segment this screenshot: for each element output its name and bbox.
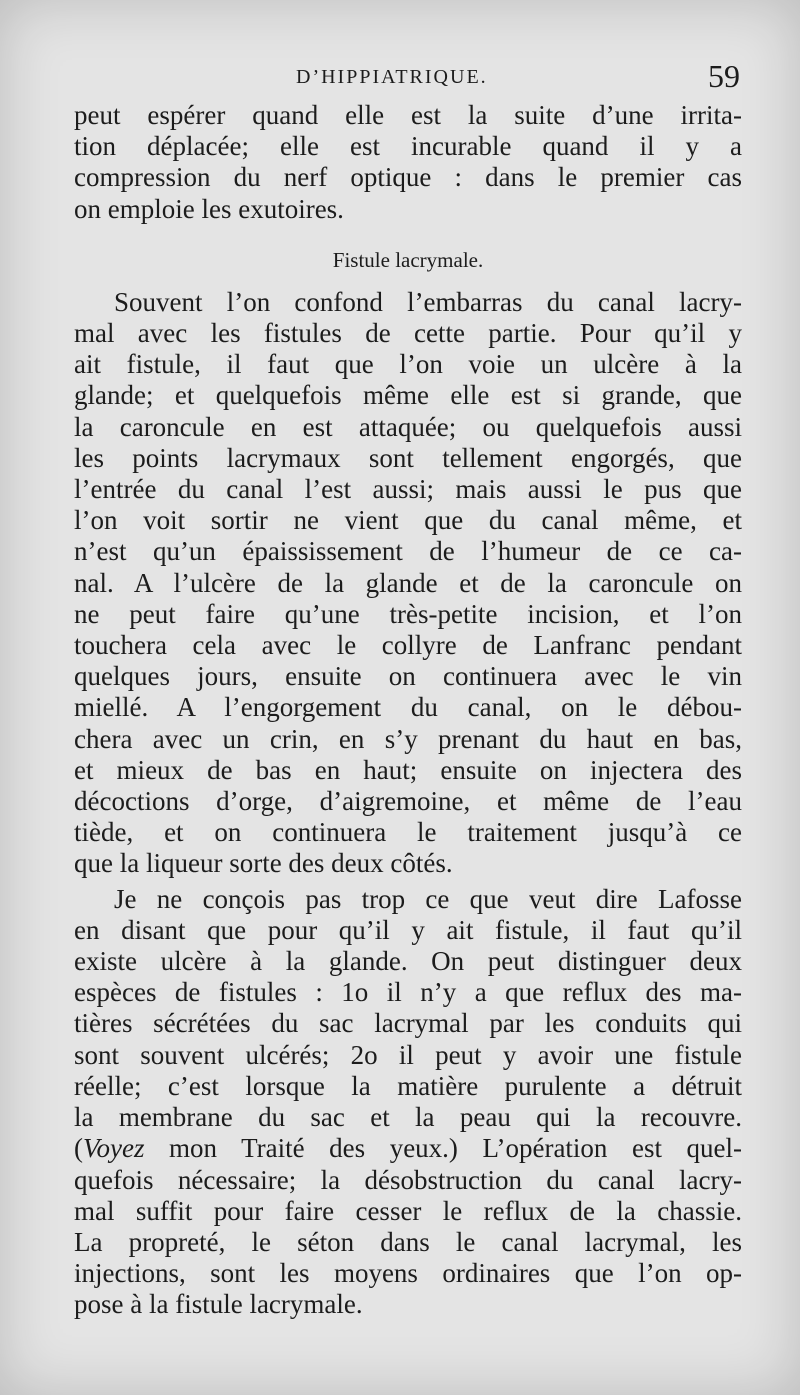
text-line: en disant que pour qu’il y ait fistule, il faut qu’il [74, 914, 742, 945]
text-line: quefois nécessaire; la désobstruction du canal lacry- [74, 1164, 742, 1195]
text-line: Je ne conçois pas trop ce que veut dire Lafosse [114, 883, 742, 914]
text-line-reference [74, 1133, 742, 1164]
paragraph-1 [74, 287, 742, 880]
text-line: n’est qu’un épaississement de l’humeur de ce ca- [74, 536, 742, 567]
text-line: quelques jours, ensuite on continuera avec le vin [74, 661, 742, 692]
text-line: sont souvent ulcérés; 2o il peut y avoir une fistule [74, 1039, 742, 1070]
page-number: 59 [708, 58, 740, 94]
intro-paragraph [74, 100, 742, 225]
text-line: tion déplacée; elle est incurable quand il y a [74, 131, 742, 162]
text-line: l’on voit sortir ne vient que du canal même, et [74, 505, 742, 536]
text-line: l’entrée du canal l’est aussi; mais aussi le pus que [74, 474, 742, 505]
page-header [0, 58, 800, 98]
text-line: tières sécrétées du sac lacrymal par les conduits qui [74, 1008, 742, 1039]
text-line: Souvent l’on confond l’embarras du canal lacry- [114, 286, 742, 317]
text-line: décoctions d’orge, d’aigremoine, et même de l’eau [74, 786, 742, 817]
text-line: la membrane du sac et la peau qui la recouvre. [74, 1102, 742, 1133]
text-line: pose à la fistule lacrymale. [74, 1289, 363, 1320]
paragraph-2 [74, 884, 742, 1321]
body-text [74, 100, 742, 1325]
text-line: ne peut faire qu’une très-petite incision, et l’on [74, 598, 742, 629]
text-line: touchera cela avec le collyre de Lanfranc pendant [74, 630, 742, 661]
text-line: que la liqueur sorte des deux côtés. [74, 848, 453, 879]
text-line: la caroncule en est attaquée; ou quelquefois aussi [74, 411, 742, 442]
text-line: mal suffit pour faire cesser le reflux de la chassie. [74, 1195, 742, 1226]
italic-voyez: Voyez [83, 1133, 145, 1164]
text-line: peut espérer quand elle est la suite d’une irrita- [74, 100, 742, 130]
text-line: espèces de fistules : 1o il n’y a que reflux des ma- [74, 977, 742, 1008]
text-line: on emploie les exutoires. [74, 193, 344, 224]
text-line: injections, sont les moyens ordinaires que l’on op- [74, 1258, 742, 1289]
text-line: compression du nerf optique : dans le premier cas [74, 162, 742, 193]
text-line: les points lacrymaux sont tellement engorgés, que [74, 442, 742, 473]
text-line: réelle; c’est lorsque la matière purulente a détruit [74, 1070, 742, 1101]
text-line: glande; et quelquefois même elle est si grande, que [74, 380, 742, 411]
text-line: La propreté, le séton dans le canal lacrymal, les [74, 1226, 742, 1257]
text-line: existe ulcère à la glande. On peut distinguer deux [74, 946, 742, 977]
text-line: mal avec les fistules de cette partie. Pour qu’il y [74, 318, 742, 349]
running-head: D’HIPPIATRIQUE. [296, 66, 488, 88]
reference-text: mon Traité des yeux.) L’opération est quel- [144, 1133, 742, 1164]
text-line: chera avec un crin, en s’y prenant du haut en bas, [74, 723, 742, 754]
text-line: et mieux de bas en haut; ensuite on injectera des [74, 754, 742, 785]
text-line: tiède, et on continuera le traitement jusqu’à ce [74, 817, 742, 848]
open-paren: ( [74, 1133, 83, 1164]
text-line: nal. A l’ulcère de la glande et de la caroncule on [74, 567, 742, 598]
text-line: ait fistule, il faut que l’on voie un ulcère à la [74, 349, 742, 380]
text-line: miellé. A l’engorgement du canal, on le débou- [74, 692, 742, 723]
section-title: Fistule lacrymale. [332, 247, 484, 272]
